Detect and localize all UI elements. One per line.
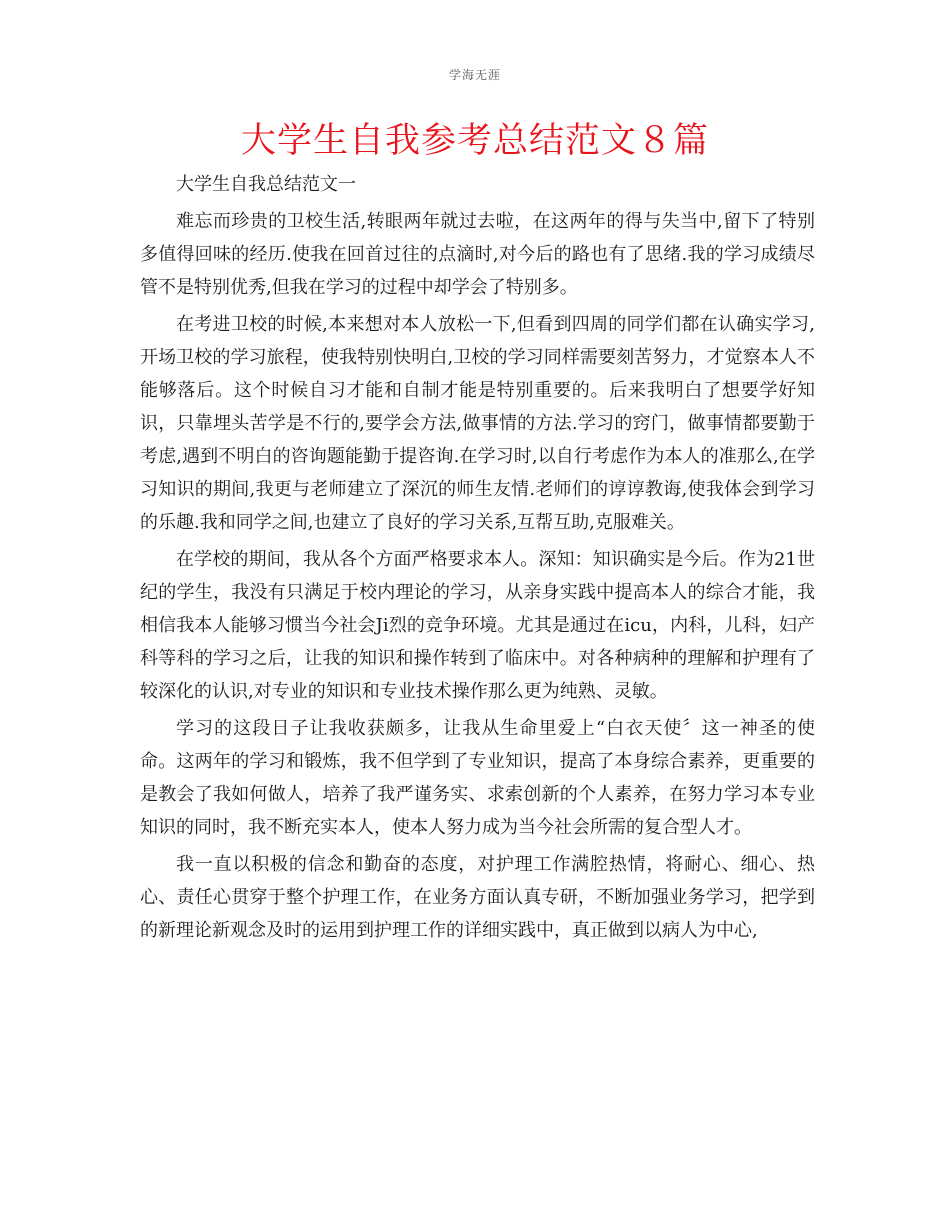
paragraph: 我一直以积极的信念和勤奋的态度，对护理工作满腔热情，将耐心、细心、热心、责任心贯穿于整个护理工作，在业务方面认真专研，不断加强业务学习，把学到的新理论新观念及时的运用到护理工作的详细实践中，真正做到以病人为中心, — [140, 854, 815, 941]
paragraph: 学习的这段日子让我收获颇多，让我从生命里爱上“白衣天使〞这一神圣的使命。这两年的学习和锻炼，我不但学到了专业知识，提高了本身综合素养，更重要的是教会了我如何做人，培养了我严谨务实、求索创新的个人素养，在努力学习本专业知识的同时，我不断充实本人，使本人努力成为当今社会所需的复合型人才。 — [140, 718, 815, 838]
paragraph: 在学校的期间，我从各个方面严格要求本人。深知：知识确实是今后。作为21世纪的学生，我没有只满足于校内理论的学习，从亲身实践中提高本人的综合才能，我相信我本人能够习惯当今社会Ji烈的竞争环境。尤其是通过在icu，内科，儿科，妇产科等科的学习之后，让我的知识和操作转到了临床中。对各种病种的理解和护理有了较深化的认识,对专业的知识和专业技术操作那么更为纯熟、灵敏。 — [140, 549, 815, 702]
page-header: 学海无涯 — [448, 68, 501, 82]
document-title: 大学生自我参考总结范文８篇 — [240, 121, 709, 161]
paragraph: 难忘而珍贵的卫校生活,转眼两年就过去啦，在这两年的得与失当中,留下了特别多值得回味的经历.使我在回首过往的点滴时,对今后的路也有了思绪.我的学习成绩尽管不是特别优秀,但我在学习的过程中却学会了特别多。 — [140, 211, 815, 298]
document-body — [140, 166, 815, 951]
section-heading: 大学生自我总结范文一 — [176, 174, 356, 195]
paragraph: 在考进卫校的时候,本来想对本人放松一下,但看到四周的同学们都在认确实学习,开场卫校的学习旅程，使我特别快明白,卫校的学习同样需要刻苦努力，才觉察本人不能够落后。这个时候自习才能和自制才能是特别重要的。后来我明白了想要学好知识，只靠埋头苦学是不行的,要学会方法,做事情的方法.学习的窍门，做事情都要勤于考虑,遇到不明白的咨询题能勤于提咨询.在学习时,以自行考虑作为本人的准那么,在学习知识的期间,我更与老师建立了深沉的师生友情.老师们的谆谆教诲,使我体会到学习的乐趣.我和同学之间,也建立了良好的学习关系,互帮互助,克服难关。 — [140, 314, 815, 533]
